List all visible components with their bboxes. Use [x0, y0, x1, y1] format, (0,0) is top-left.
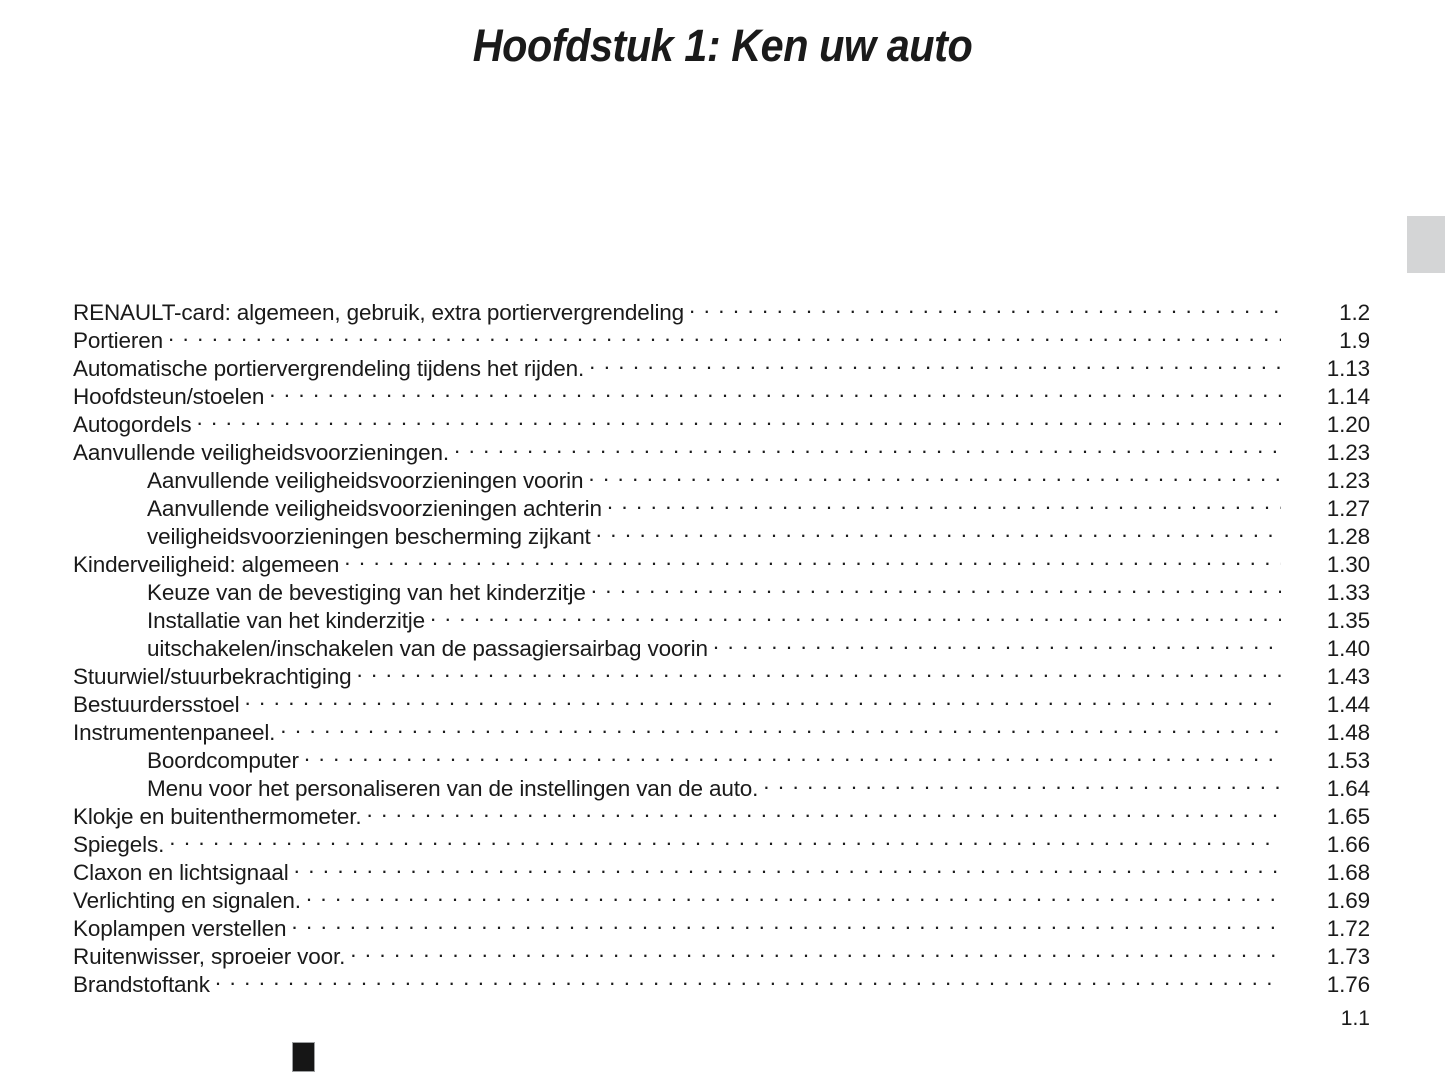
toc-dot-leader [589, 348, 1281, 376]
toc-entry[interactable] [73, 824, 1370, 857]
toc-dot-leader [350, 936, 1281, 964]
toc-entry-label: veiligheidsvoorzieningen bescherming zijkant [147, 524, 591, 549]
toc-entry[interactable] [73, 320, 1370, 353]
toc-dot-leader [294, 852, 1281, 880]
toc-dot-leader [269, 376, 1281, 404]
toc-entry-page-number: 1.40 [1326, 636, 1370, 661]
toc-dot-leader [356, 656, 1281, 684]
toc-entry-label: Koplampen verstellen [73, 916, 287, 941]
toc-dot-leader [244, 684, 1281, 712]
toc-entry-label: Kinderveiligheid: algemeen [73, 552, 340, 577]
toc-entry-label: Spiegels. [73, 832, 165, 857]
toc-entry-page-number: 1.43 [1326, 664, 1370, 689]
toc-entry-page-number: 1.2 [1339, 300, 1370, 325]
toc-dot-leader [215, 964, 1281, 992]
toc-entry-label: Aanvullende veiligheidsvoorzieningen achterin [147, 496, 602, 521]
toc-dot-leader [196, 404, 1281, 432]
toc-entry-page-number: 1.14 [1326, 384, 1370, 409]
footer-page-number: 1.1 [1340, 1007, 1370, 1030]
toc-dot-leader [430, 600, 1281, 628]
page-title: Hoofdstuk 1: Ken uw auto [472, 20, 973, 71]
toc-entry-label: Ruitenwisser, sproeier voor. [73, 944, 346, 969]
toc-dot-leader [596, 516, 1281, 544]
toc-entry-page-number: 1.76 [1326, 972, 1370, 997]
toc-entry[interactable] [73, 404, 1370, 437]
toc-entry-page-number: 1.69 [1326, 888, 1370, 913]
toc-entry-page-number: 1.9 [1339, 328, 1370, 353]
toc-entry-page-number: 1.28 [1326, 524, 1370, 549]
toc-dot-leader [689, 292, 1281, 320]
toc-dot-leader [713, 628, 1281, 656]
toc-entry-label: Boordcomputer [147, 748, 299, 773]
toc-entry-page-number: 1.23 [1326, 440, 1370, 465]
toc-dot-leader [454, 432, 1281, 460]
toc-entry-page-number: 1.73 [1326, 944, 1370, 969]
toc-entry-page-number: 1.30 [1326, 552, 1370, 577]
toc-entry-page-number: 1.64 [1326, 776, 1370, 801]
toc-entry[interactable] [73, 964, 1370, 997]
toc-entry-page-number: 1.72 [1326, 916, 1370, 941]
toc-entry-label: Claxon en lichtsignaal [73, 860, 289, 885]
toc-dot-leader [168, 320, 1281, 348]
toc-entry-label: Autogordels [73, 412, 192, 437]
toc-dot-leader [291, 908, 1281, 936]
toc-dot-leader [366, 796, 1281, 824]
toc-entry-label: Menu voor het personaliseren van de instellingen van de auto. [147, 776, 759, 801]
toc-entry-label: Portieren [73, 328, 163, 353]
toc-entry[interactable] [73, 684, 1370, 717]
toc-dot-leader [607, 488, 1281, 516]
toc-entry-label: Brandstoftank [73, 972, 210, 997]
toc-entry-label: Hoofdsteun/stoelen [73, 384, 265, 409]
toc-entry-page-number: 1.13 [1326, 356, 1370, 381]
toc-entry-page-number: 1.53 [1326, 748, 1370, 773]
toc-entry-label: Instrumentenpaneel. [73, 720, 276, 745]
toc-entry[interactable] [73, 432, 1370, 465]
toc-entry-label: uitschakelen/inschakelen van de passagiersairbag voorin [147, 636, 708, 661]
toc-entry[interactable] [73, 852, 1370, 885]
toc-dot-leader [591, 572, 1281, 600]
toc-dot-leader [588, 460, 1281, 488]
toc-entry-page-number: 1.44 [1326, 692, 1370, 717]
toc-dot-leader [304, 740, 1281, 768]
toc-entry-label: Klokje en buitenthermometer. [73, 804, 362, 829]
toc-entry[interactable] [73, 712, 1370, 745]
toc-entry[interactable] [73, 348, 1370, 381]
toc-entry-label: RENAULT-card: algemeen, gebruik, extra portiervergrendeling [73, 300, 685, 325]
toc-entry-page-number: 1.20 [1326, 412, 1370, 437]
toc-entry-label: Keuze van de bevestiging van het kinderzitje [147, 580, 586, 605]
toc-dot-leader [306, 880, 1281, 908]
chapter-thumb-marker [292, 1042, 315, 1072]
table-of-contents [73, 292, 1370, 997]
toc-entry-page-number: 1.35 [1326, 608, 1370, 633]
toc-entry[interactable] [73, 292, 1370, 325]
toc-dot-leader [344, 544, 1281, 572]
toc-entry-page-number: 1.66 [1326, 832, 1370, 857]
toc-entry-label: Stuurwiel/stuurbekrachtiging [73, 664, 352, 689]
toc-entry-page-number: 1.23 [1326, 468, 1370, 493]
toc-entry-label: Verlichting en signalen. [73, 888, 301, 913]
toc-entry-page-number: 1.27 [1326, 496, 1370, 521]
toc-dot-leader [280, 712, 1281, 740]
toc-entry-label: Aanvullende veiligheidsvoorzieningen voorin [147, 468, 584, 493]
toc-entry-page-number: 1.68 [1326, 860, 1370, 885]
toc-dot-leader [763, 768, 1281, 796]
toc-entry-page-number: 1.33 [1326, 580, 1370, 605]
toc-entry-label: Aanvullende veiligheidsvoorzieningen. [73, 440, 449, 465]
chapter-tab-marker [1407, 216, 1445, 273]
toc-entry-page-number: 1.65 [1326, 804, 1370, 829]
toc-entry-label: Bestuurdersstoel [73, 692, 240, 717]
toc-entry-label: Automatische portiervergrendeling tijdens het rijden. [73, 356, 585, 381]
toc-dot-leader [169, 824, 1281, 852]
toc-entry-page-number: 1.48 [1326, 720, 1370, 745]
toc-entry-label: Installatie van het kinderzitje [147, 608, 426, 633]
